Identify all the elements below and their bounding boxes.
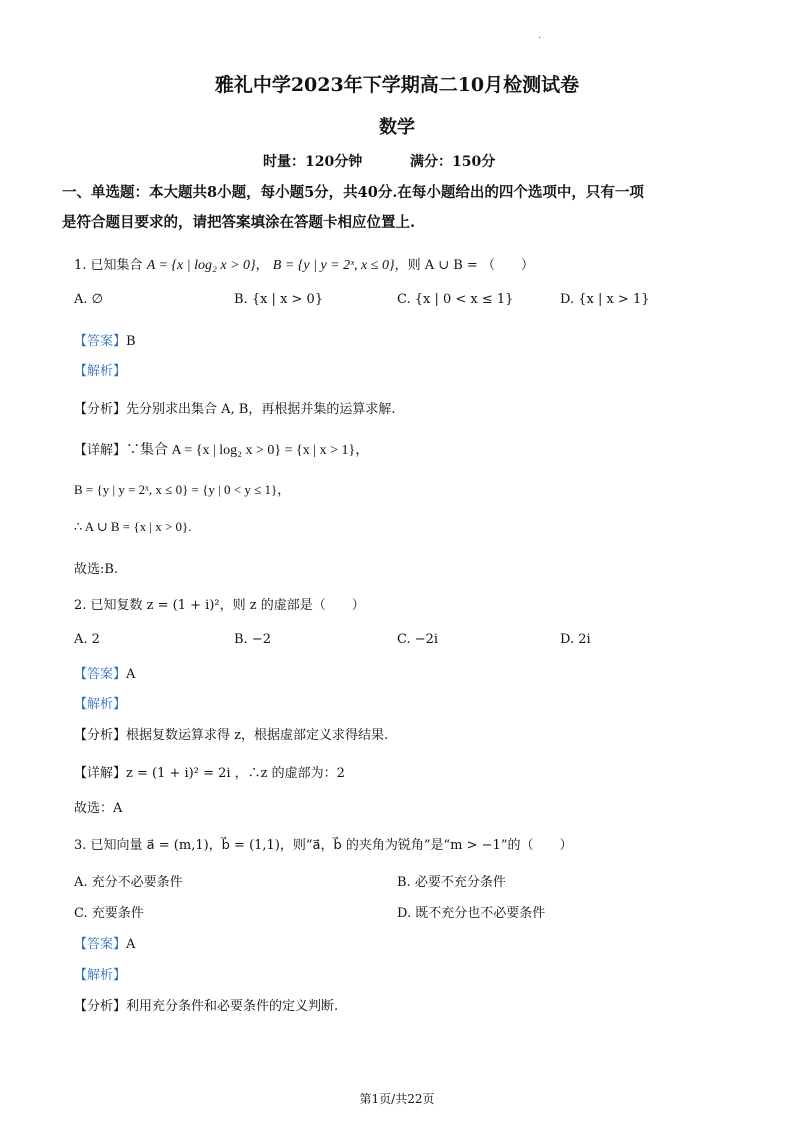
q3-fenxi-tag: 【分析】 (74, 999, 127, 1014)
q2-analysis-tag: 【解析】 (74, 697, 127, 712)
exam-title: 雅礼中学2023年下学期高二10月检测试卷 (214, 74, 580, 96)
q1-option-a: A. ∅ (74, 292, 103, 307)
q1-option-c: C. {x | 0 < x ≤ 1} (397, 292, 514, 307)
time-limit: 时量：120分钟 (263, 154, 363, 170)
q1-set-a: A = {x | log₂ x > 0} (146, 258, 256, 273)
q1-option-b: B. {x | x > 0} (234, 292, 324, 307)
q2-choose: 故选：A (74, 801, 123, 816)
q2-fenxi (74, 724, 388, 743)
q3-answer-tag: 【答案】 (74, 937, 127, 952)
q1-answer (74, 330, 136, 349)
q3-stem: 3. 已知向量 a⃗ = (m,1)，b⃗ = (1,1)，则“a⃗，b⃗ 的夹角为锐角”是“m > −1”的（ ） (74, 838, 573, 853)
q2-stem: 2. 已知复数 z = (1 + i)²，则 z 的虚部是（ ） (74, 598, 365, 613)
q1-fenxi-text: 先分别求出集合 A, B，再根据并集的运算求解. (126, 402, 396, 417)
q3-analysis-tag: 【解析】 (74, 968, 127, 983)
q3-option-b: B. 必要不充分条件 (397, 875, 506, 890)
q2-fenxi-text: 根据复数运算求得 z，根据虚部定义求得结果. (126, 728, 389, 743)
q1-fenxi (74, 398, 396, 417)
q1-xiangjie-text: ∵集合 A = {x | log₂ x > 0} = {x | x > 1}， (126, 443, 370, 458)
q1-line2: B = {y | y = 2ˣ, x ≤ 0} = {y | 0 < y ≤ 1}， (74, 482, 291, 497)
q2-answer (74, 663, 135, 682)
q1-answer-value: B (126, 334, 136, 349)
q3-fenxi-text: 利用充分条件和必要条件的定义判断. (126, 999, 339, 1014)
q1-answer-tag: 【答案】 (74, 334, 127, 349)
q1-sep: ， (255, 258, 269, 273)
full-score: 满分：150分 (410, 154, 496, 170)
page-footer: 第1页/共22页 (359, 1092, 435, 1106)
q1-xiangjie (74, 439, 369, 459)
q2-fenxi-tag: 【分析】 (74, 728, 127, 743)
q1-analysis-tag: 【解析】 (74, 364, 127, 379)
q1-choose: 故选:B. (74, 562, 119, 577)
q3-answer-value: A (126, 937, 136, 952)
q2-xiangjie (74, 762, 345, 781)
q3-option-d: D. 既不充分也不必要条件 (397, 906, 546, 921)
q1-stem-suffix: ，则 A ∪ B = （ ） (394, 258, 534, 273)
q1-stem-prefix: 1. 已知集合 (74, 258, 143, 273)
q3-fenxi (74, 995, 338, 1014)
q1-option-d: D. {x | x > 1} (560, 292, 650, 307)
q1-xiangjie-tag: 【详解】 (74, 443, 127, 458)
section-heading-line1: 一、单选题：本大题共8小题，每小题5分，共40分.在每小题给出的四个选项中，只有一项 (62, 184, 644, 201)
q3-option-c: C. 充要条件 (74, 906, 144, 921)
q2-xiangjie-tag: 【详解】 (74, 766, 127, 781)
q1-line3: ∴ A ∪ B = {x | x > 0}. (74, 519, 192, 534)
corner-dot: . (538, 30, 542, 41)
q2-option-a: A. 2 (74, 632, 100, 647)
q3-answer (74, 933, 135, 952)
section-heading-line2: 是符合题目要求的，请把答案填涂在答题卡相应位置上. (62, 214, 416, 231)
q2-answer-value: A (126, 667, 136, 682)
q1-set-b: B = {y | y = 2ˣ, x ≤ 0} (272, 258, 395, 273)
q2-xiangjie-text: z = (1 + i)² = 2i ，∴z 的虚部为：2 (126, 766, 345, 781)
exam-subject: 数学 (379, 117, 415, 138)
q1-stem (74, 254, 534, 274)
q2-option-b: B. −2 (234, 632, 271, 647)
q2-option-d: D. 2i (560, 632, 591, 647)
q3-option-a: A. 充分不必要条件 (74, 875, 183, 890)
q2-answer-tag: 【答案】 (74, 667, 127, 682)
q1-fenxi-tag: 【分析】 (74, 402, 127, 417)
q2-option-c: C. −2i (397, 632, 439, 647)
